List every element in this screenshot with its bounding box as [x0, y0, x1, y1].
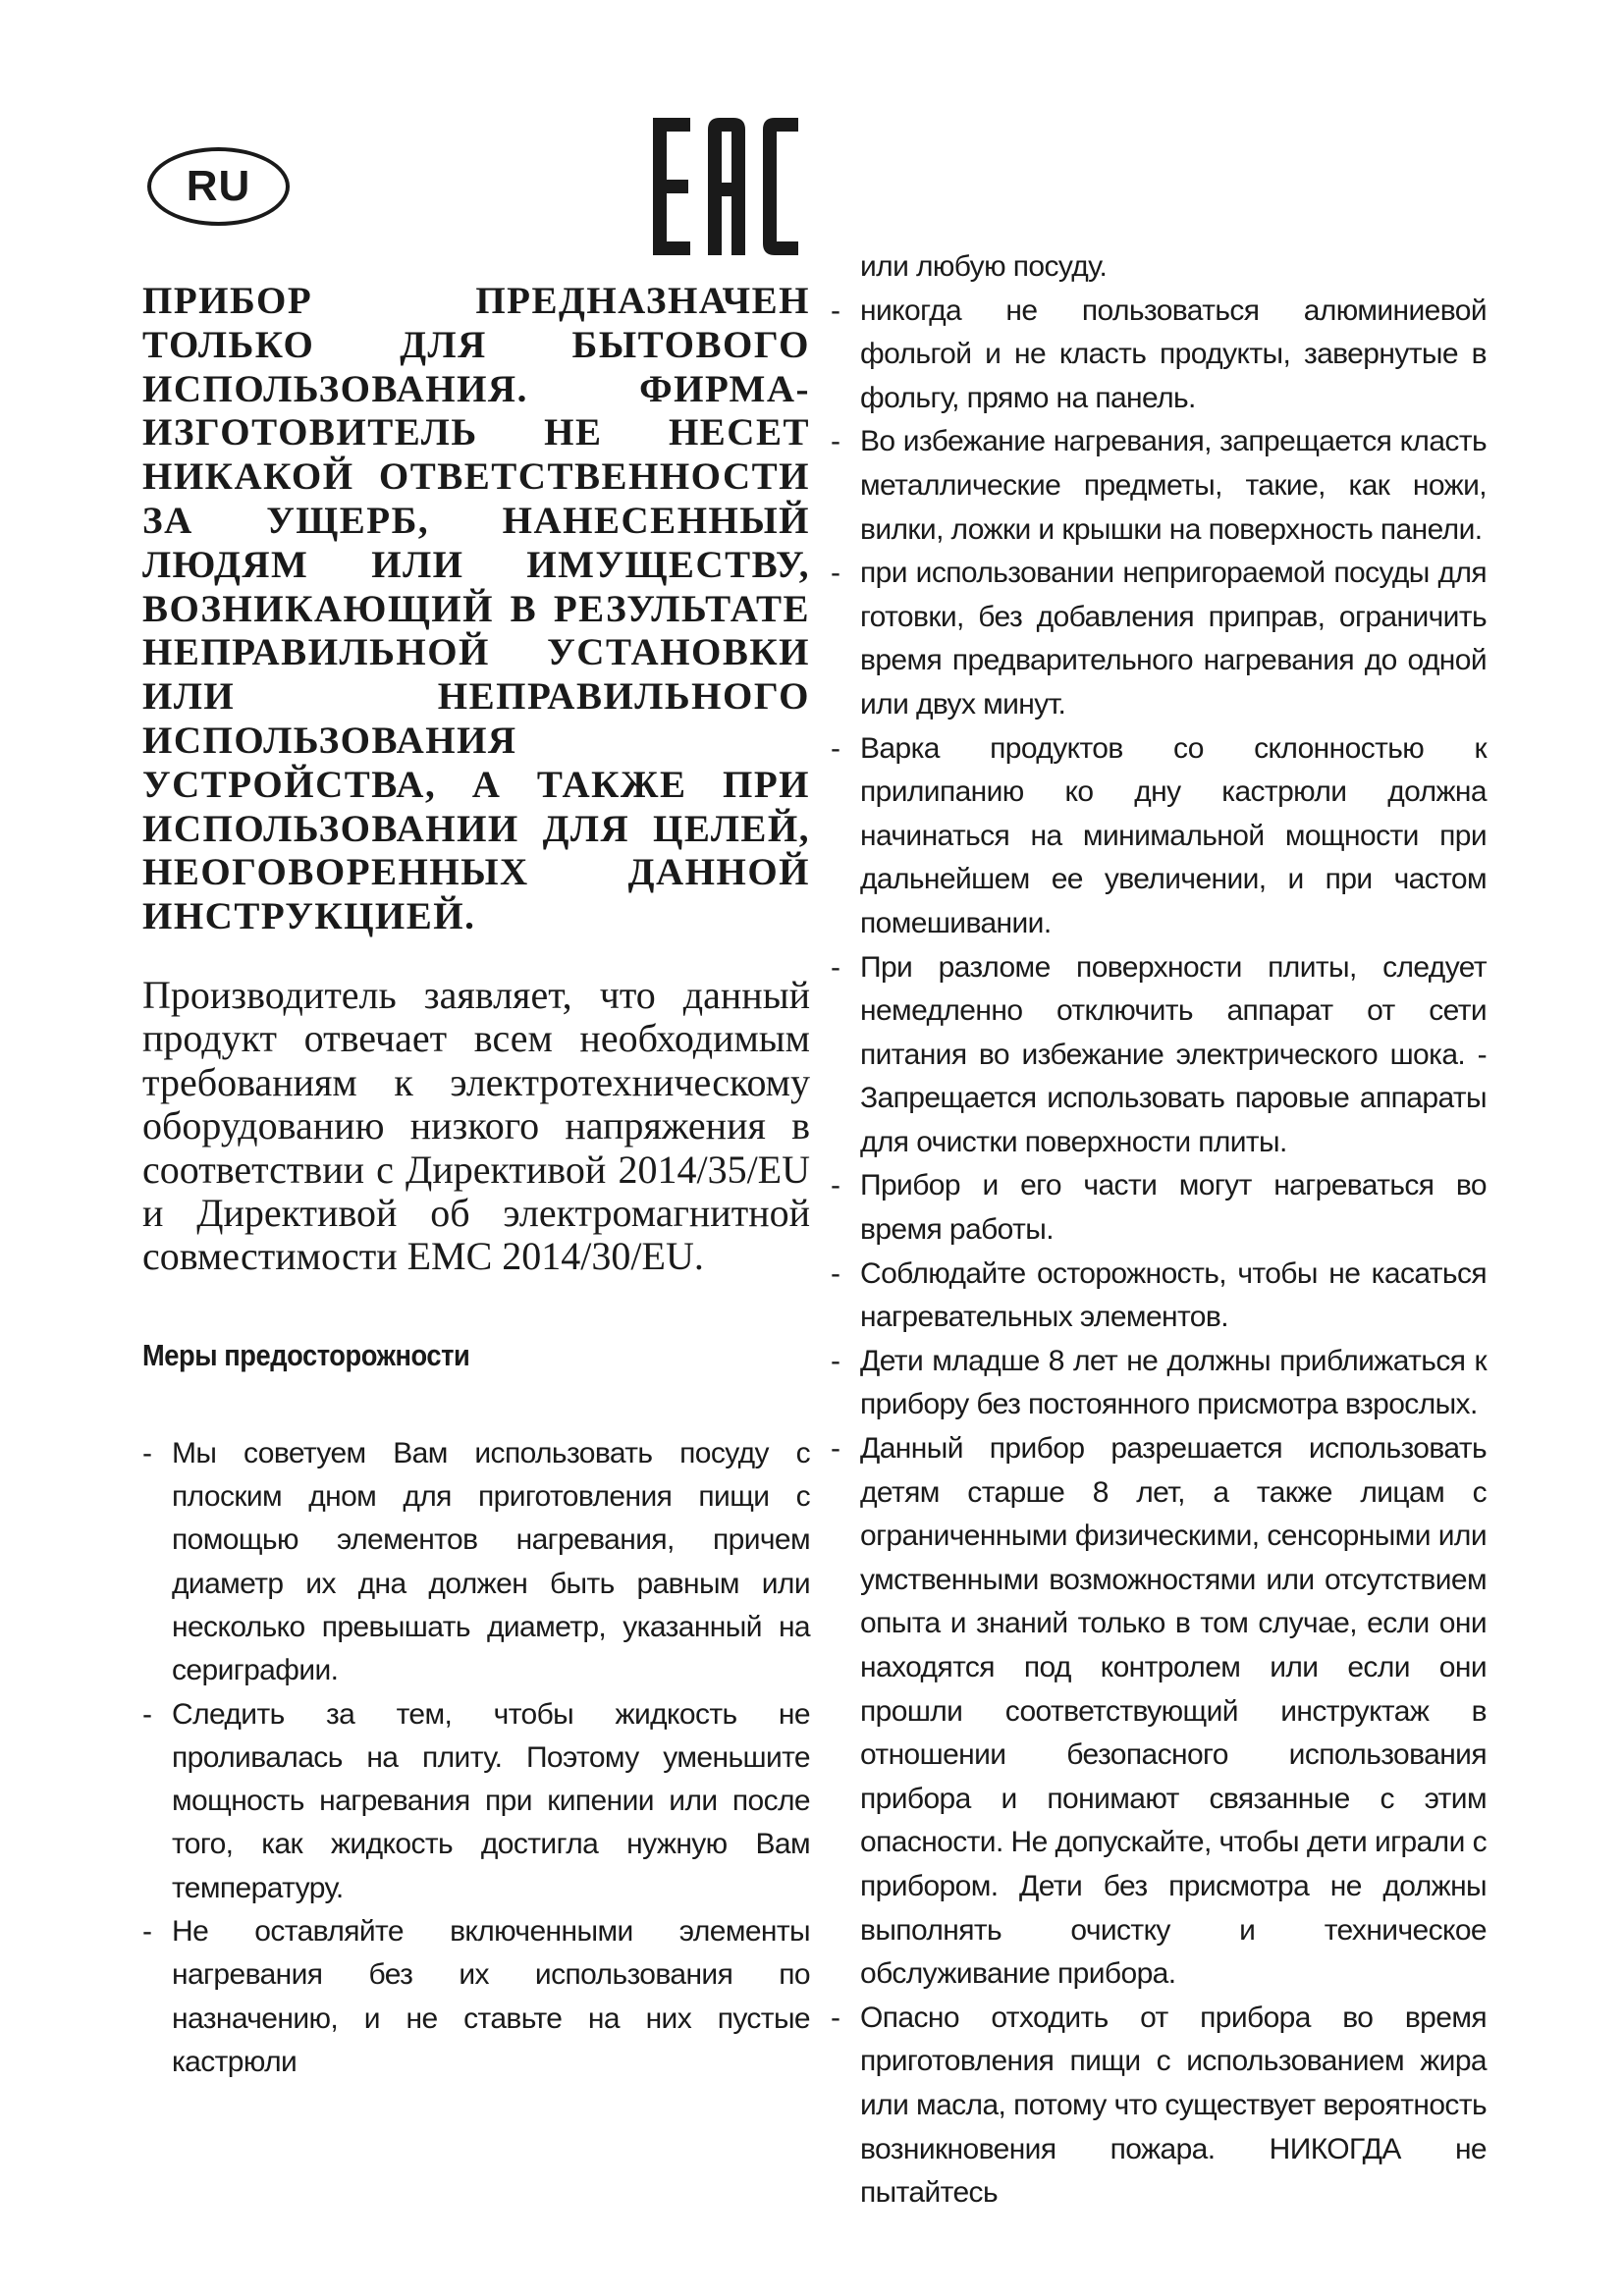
- list-item: - Дети младше 8 лет не должны приближаться к прибору без постоянного присмотра взрослых.: [831, 1340, 1487, 1427]
- right-column: [831, 245, 1487, 2216]
- list-item: - Во избежание нагревания, запрещается класть металлические предметы, такие, как ножи, вилки, ложки и крышки на поверхность панели.: [831, 420, 1487, 552]
- list-item: - Мы советуем Вам использовать посуду с плоским дном для приготовления пищи с помощью элементов нагревания, причем диаметр их дна должен быть равным или несколько превышать диаметр, указанный на сериграфии.: [142, 1432, 810, 1693]
- list-item: - Соблюдайте осторожность, чтобы не касаться нагревательных элементов.: [831, 1253, 1487, 1340]
- list-item: - Данный прибор разрешается использовать детям старше 8 лет, а также лицам с ограниченными физическими, сенсорными или умственными возможностями или отсутствием опыта и знаний только в том случае, если они находятся под контролем или если они прошли соответствующий инструктаж в отношении безопасного использования прибора и понимают связанные с этим опасности. Не допускайте, чтобы дети играли с прибором. Дети без присмотра не должны выполнять очистку и техническое обслуживание прибора.: [831, 1427, 1487, 1997]
- left-column: [142, 280, 810, 2084]
- precautions-list-left: [142, 1432, 810, 2084]
- eac-mark-icon: [653, 118, 798, 255]
- liability-warning: ПРИБОР ПРЕДНАЗНАЧЕН ТОЛЬКО ДЛЯ БЫТОВОГО ИСПОЛЬЗОВАНИЯ. ФИРМА-ИЗГОТОВИТЕЛЬ НЕ НЕСЕТ НИКАКОЙ ОТВЕТСТВЕННОСТИ ЗА УЩЕРБ, НАНЕСЕННЫЙ ЛЮДЯМ ИЛИ ИМУЩЕСТВУ, ВОЗНИКАЮЩИЙ В РЕЗУЛЬТАТЕ НЕПРАВИЛЬНОЙ УСТАНОВКИ ИЛИ НЕПРАВИЛЬНОГО ИСПОЛЬЗОВАНИЯ УСТРОЙСТВА, А ТАКЖЕ ПРИ ИСПОЛЬЗОВАНИИ ДЛЯ ЦЕЛЕЙ, НЕОГОВОРЕННЫХ ДАННОЙ ИНСТРУКЦИЕЙ.: [142, 280, 810, 938]
- list-item: - Варка продуктов со склонностью к прилипанию ко дну кастрюли должна начинаться на минимальной мощности при дальнейшем ее увеличении, и при частом помешивании.: [831, 727, 1487, 946]
- language-badge: RU: [147, 147, 290, 226]
- list-item: - Следить за тем, чтобы жидкость не проливалась на плиту. Поэтому уменьшите мощность нагревания при кипении или после того, как жидкость достигла нужную Вам температуру.: [142, 1693, 810, 1910]
- list-item: - Прибор и его части могут нагреваться во время работы.: [831, 1164, 1487, 1252]
- list-item: - Не оставляйте включенными элементы нагревания без их использования по назначению, и не ставьте на них пустые кастрюли: [142, 1910, 810, 2084]
- precautions-list-right: [831, 245, 1487, 2216]
- list-item-continuation: или любую посуду.: [860, 250, 1108, 283]
- list-item: - никогда не пользоваться алюминиевой фольгой и не класть продукты, завернутые в фольгу, прямо на панель.: [831, 290, 1487, 421]
- list-item: - Опасно отходить от прибора во время приготовления пищи с использованием жира или масла, потому что существует вероятность возникновения пожара. НИКОГДА не пытайтесь: [831, 1997, 1487, 2216]
- list-item: - при использовании непригораемой посуды для готовки, без добавления приправ, ограничить время предварительного нагревания до одной или двух минут.: [831, 552, 1487, 726]
- conformity-declaration: Производитель заявляет, что данный продукт отвечает всем необходимым требованиям к электротехническому оборудованию низкого напряжения в соответствии с Директивой 2014/35/EU и Директивой об электромагнитной совместимости EMC 2014/30/EU.: [142, 972, 810, 1279]
- precautions-heading: Меры предосторожности: [142, 1337, 470, 1372]
- list-item: - При разломе поверхности плиты, следует немедленно отключить аппарат от сети питания во избежание электрического шока. - Запрещается использовать паровые аппараты для очистки поверхности плиты.: [831, 946, 1487, 1165]
